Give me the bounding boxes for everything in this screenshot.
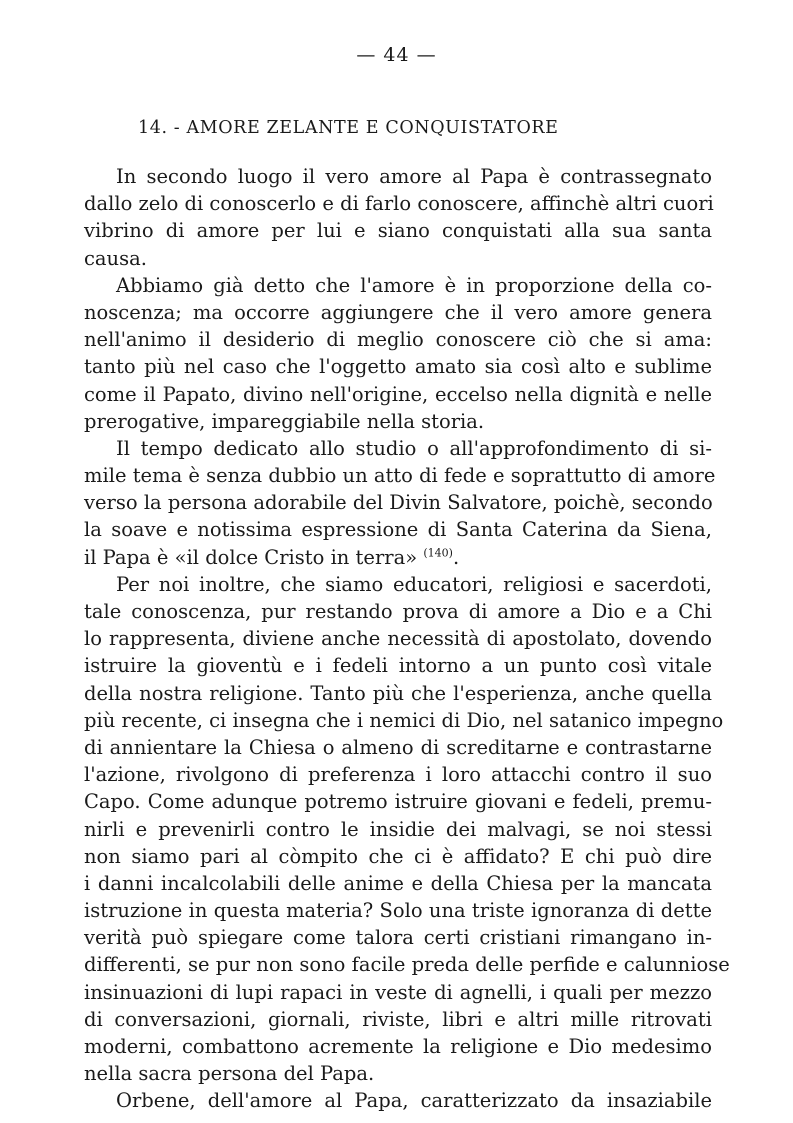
text-line: prerogative, impareggiabile nella storia. [84, 409, 485, 433]
text-segment: il Papa è «il dolce Cristo in terra» [84, 545, 418, 569]
text-line: mile tema è senza dubbio un atto di fede e soprattutto di amore [84, 464, 716, 488]
text-line: tanto più nel caso che l'oggetto amato sia così alto e sublime [84, 355, 712, 379]
text-line: noscenza; ma occorre aggiungere che il vero amore genera [84, 300, 712, 324]
text-line: nella sacra persona del Papa. [84, 1062, 375, 1086]
text-line: verso la persona adorabile del Divin Salvatore, poichè, secondo [84, 491, 713, 515]
text-line: differenti, se pur non sono facile preda delle perfide e calunniose [84, 953, 730, 977]
text-line: come il Papato, divino nell'origine, eccelso nella dignità e nelle [84, 382, 712, 406]
text-line: Abbiamo già detto che l'amore è in proporzione della co- [116, 273, 712, 297]
text-line: Capo. Come adunque potremo istruire giovani e fedeli, premu- [84, 790, 712, 814]
text-line: istruire la gioventù e i fedeli intorno a un punto così vitale [84, 654, 712, 678]
text-line: lo rappresenta, diviene anche necessità di apostolato, dovendo [84, 627, 712, 651]
text-line: di annientare la Chiesa o almeno di screditarne e contrastarne [84, 735, 712, 759]
text-line: la soave e notissima espressione di Santa Caterina da Siena, [84, 518, 712, 542]
text-line: Per noi inoltre, che siamo educatori, religiosi e sacerdoti, [116, 572, 712, 596]
text-line: moderni, combattono acremente la religione e Dio medesimo [84, 1035, 712, 1058]
text-line: nirli e prevenirli contro le insidie dei malvagi, se noi stessi [84, 817, 712, 841]
text-line: insinuazioni di lupi rapaci in veste di agnelli, i quali per mezzo [84, 980, 712, 1004]
section-title: 14. - AMORE ZELANTE E CONQUISTATORE [138, 118, 559, 138]
footnote-reference: (140) [423, 546, 453, 560]
text-segment: . [452, 545, 460, 569]
page-number: — 44 — [356, 44, 437, 66]
text-line: della nostra religione. Tanto più che l'esperienza, anche quella [84, 681, 712, 705]
text-line: nell'animo il desiderio di meglio conoscere ciò che si ama: [84, 328, 712, 352]
text-line: tale conoscenza, pur restando prova di amore a Dio e a Chi [84, 600, 712, 623]
text-line-with-footnote [84, 544, 712, 571]
text-line: Il tempo dedicato allo studio o all'approfondimento di si- [116, 436, 712, 460]
text-line: non siamo pari al còmpito che ci è affidato? E chi può dire [84, 844, 712, 868]
text-line: l'azione, rivolgono di preferenza i loro attacchi contro il suo [84, 763, 712, 787]
text-line: vibrino di amore per lui e siano conquistati alla sua santa [84, 219, 712, 243]
text-line: verità può spiegare come talora certi cristiani rimangano in- [84, 926, 712, 950]
text-line: istruzione in questa materia? Solo una triste ignoranza di dette [84, 899, 712, 923]
text-line: Orbene, dell'amore al Papa, caratterizzato da insaziabile [116, 1089, 712, 1113]
text-line: dallo zelo di conoscerlo e di farlo conoscere, affinchè altri cuori [84, 192, 714, 216]
text-line: causa. [84, 246, 147, 270]
text-line: In secondo luogo il vero amore al Papa è contrassegnato [116, 165, 712, 188]
text-line: più recente, ci insegna che i nemici di Dio, nel satanico impegno [84, 708, 724, 732]
text-line: di conversazioni, giornali, riviste, libri e altri mille ritrovati [84, 1007, 712, 1031]
body-text [84, 163, 730, 1115]
text-line: i danni incalcolabili delle anime e della Chiesa per la mancata [84, 871, 712, 895]
